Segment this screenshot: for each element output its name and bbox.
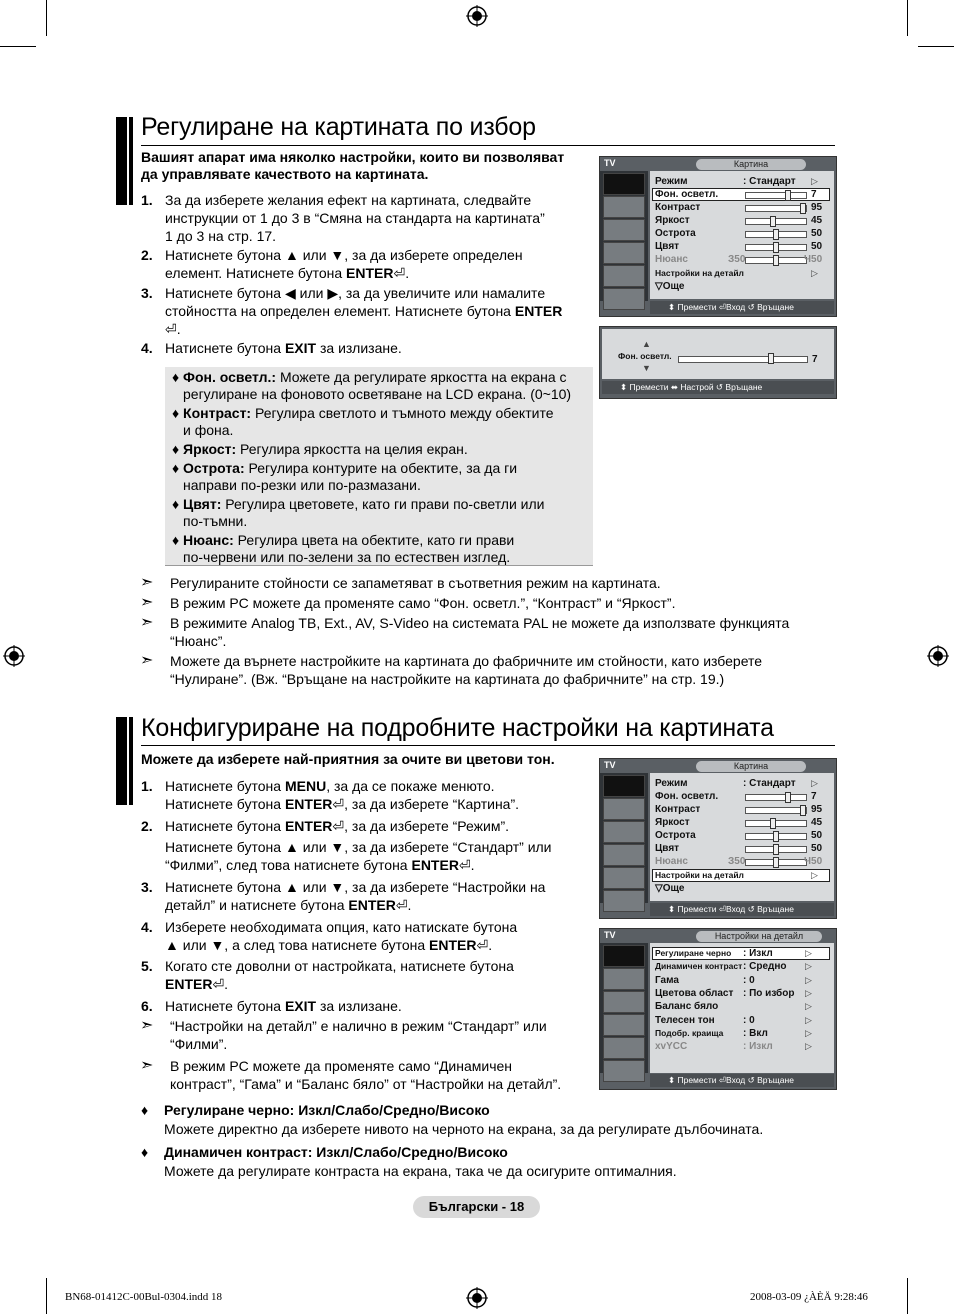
note-text: В режим PC можете да променяте само “Фон. осветл.”, “Контраст” и “Яркост”. <box>170 595 676 611</box>
section-intro: Вашият апарат има няколко настройки, които ви позволяват да управлявате качеството на картината. <box>141 149 565 182</box>
step-number: 3. <box>141 879 153 895</box>
note-arrow-icon: ➣ <box>140 1057 154 1074</box>
menu-title: Настройки на детайл <box>696 931 822 942</box>
section-marker <box>129 717 133 805</box>
note-text: “Настройки на детайл” е налично в режим “Стандарт” или “Филми”. <box>170 1018 547 1052</box>
registration-mark-icon <box>466 5 488 27</box>
step-item <box>141 339 591 357</box>
slider-value: 7 <box>811 791 817 802</box>
step-item <box>141 957 591 993</box>
menu-footer: ⬍ Премести ⏎Вход ↺ Връщане <box>650 903 834 916</box>
menu-row-label: Фон. осветл. <box>655 189 719 200</box>
step-item <box>141 918 591 954</box>
submenu-arrow-icon: ▷ <box>811 778 818 788</box>
slider-track <box>745 205 807 212</box>
slider-label: Фон. осветл. <box>618 351 672 361</box>
menu-row-label: ▽Още <box>655 883 685 894</box>
note-arrow-icon: ➣ <box>140 652 154 669</box>
crop-mark <box>907 1278 908 1314</box>
submenu-arrow-icon: ▷ <box>805 974 812 985</box>
input-icon <box>603 265 645 287</box>
menu-row-label: Режим <box>655 778 688 789</box>
registration-mark-icon <box>466 1287 488 1309</box>
section-title: Регулиране на картината по избор <box>141 113 536 141</box>
slider-track <box>745 820 807 827</box>
note-text: В режим PC можете да променяте само “Динамичен контраст”, “Гама” и “Баланс бяло” от “Настройки на детайл”. <box>170 1058 562 1092</box>
menu-row-label: Яркост <box>655 215 690 226</box>
note-text: Регулираните стойности се запаметяват в съответния режим на картината. <box>170 575 661 591</box>
note-item <box>140 574 840 592</box>
slider-left-value: З50 <box>728 856 746 867</box>
bullet-diamond-icon: ♦ <box>141 1102 149 1118</box>
slider-value: 50 <box>811 241 823 252</box>
step-text: Натиснете бутона ▲ или ▼, за да изберете определен елемент. Натиснете бутона ENTER⏎. <box>165 247 523 281</box>
step-item <box>141 817 591 835</box>
bullet-item: ♦ Регулиране черно: Изкл/Слабо/Средно/Високо Можете директно да изберете нивото на черното на екрана, за да регулирате дълбочината. <box>141 1102 764 1137</box>
step-text: Натиснете бутона EXIT за излизане. <box>165 998 402 1014</box>
slider-value: 50 <box>811 228 823 239</box>
slider-right-value: Ч50 <box>804 254 823 265</box>
registration-mark-icon <box>927 645 949 667</box>
menu-footer: ⬍ Премести ⏎Вход ↺ Връщане <box>650 301 834 314</box>
menu-row-label: Острота <box>655 830 696 841</box>
tv-label: TV <box>604 158 616 168</box>
setup-icon <box>603 1014 645 1036</box>
menu-row-label: Контраст <box>655 804 701 815</box>
slider-track <box>745 794 807 801</box>
slider-value: 7 <box>812 354 818 365</box>
bullet-item: ♦ Динамичен контраст: Изкл/Слабо/Средно/Високо Можете да регулирате контраста на екрана, така че да осигурите оптималния. <box>141 1144 677 1179</box>
menu-row-value: : Изкл <box>743 948 773 959</box>
crop-mark <box>46 1278 47 1314</box>
slider-value: 95 <box>811 804 823 815</box>
step-text: Изберете необходимата опция, като натискате бутона ▲ или ▼, а след това натиснете бутона ENTER⏎. <box>165 919 518 953</box>
menu-row-label: Подобр. краища <box>655 1027 724 1038</box>
menu-row-label: Контраст <box>655 202 701 213</box>
menu-row-value: : 0 <box>743 1014 755 1026</box>
channel-icon <box>603 821 645 843</box>
step-number: 6. <box>141 998 153 1014</box>
down-arrow-icon: ▼ <box>642 363 651 373</box>
slider-value: 50 <box>811 843 823 854</box>
step-text: Натиснете бутона ▲ или ▼, за да изберете “Настройки на детайл” и натиснете бутона ENTER⏎. <box>165 879 546 913</box>
info-item: ♦ Контраст: Регулира светлото и тъмното между обектите и фона. <box>172 405 554 438</box>
info-item: ♦ Фон. осветл.: Можете да регулирате яркостта на екрана с регулиране на фоновото осветяване на LCD екрана. (0~10) <box>172 369 572 402</box>
menu-row-label: Цветова област <box>655 987 734 999</box>
tv-label: TV <box>604 760 616 770</box>
menu-row-label: Настройки на детайл <box>655 268 744 278</box>
application-icon <box>603 288 645 310</box>
submenu-arrow-icon: ▷ <box>805 1014 812 1025</box>
date-slug: 2008-03-09 ¿ÀÈÄ 9:28:46 <box>750 1291 868 1303</box>
step-text: Натиснете бутона EXIT за излизане. <box>165 340 402 356</box>
step-text: Натиснете бутона MENU, за да се покаже менюто. Натиснете бутона ENTER⏎, за да изберете “Картина”. <box>165 778 520 812</box>
slider-knob <box>770 216 776 227</box>
slider-knob <box>773 255 779 266</box>
menu-footer: ⬍ Премести ⏎Вход ↺ Връщане <box>650 1074 834 1087</box>
menu-row-label: Фон. осветл. <box>655 791 719 802</box>
slider-knob <box>773 229 779 240</box>
section-marker <box>116 117 127 205</box>
submenu-arrow-icon: ▷ <box>805 1027 812 1038</box>
menu-title: Картина <box>696 761 806 772</box>
section-intro: Можете да изберете най-приятния за очите ви цветови тон. <box>141 751 555 767</box>
application-icon <box>603 890 645 912</box>
slider-knob <box>768 353 774 364</box>
tv-menu-picture-detail <box>599 758 837 919</box>
step-item <box>141 878 591 914</box>
menu-title: Картина <box>696 159 806 170</box>
menu-row-label: Настройки на детайл <box>655 870 744 880</box>
picture-icon <box>603 173 645 195</box>
slider-knob <box>773 844 779 855</box>
section-title: Конфигуриране на подробните настройки на картината <box>141 714 774 742</box>
step-number: 2. <box>141 247 153 263</box>
menu-row-label: Цвят <box>655 241 680 252</box>
note-text: Можете да върнете настройките на картината до фабричните им стойности, като изберете “Нулиране”. (Вж. “Връщане на настройките на картината до фабричните” на стр. 19.) <box>170 653 763 687</box>
input-icon <box>603 867 645 889</box>
application-icon <box>603 1060 645 1082</box>
menu-row-value: : Вкл <box>743 1027 768 1039</box>
menu-row-value: : Изкл <box>743 1041 773 1053</box>
slider-knob <box>773 857 779 868</box>
slider-knob <box>773 242 779 253</box>
title-rule <box>141 745 835 746</box>
slider-track <box>745 192 807 199</box>
step-item <box>141 838 591 874</box>
step-text: Натиснете бутона ▲ или ▼, за да изберете “Стандарт” или “Филми”, след това натиснете бутона ENTER⏎. <box>165 839 552 873</box>
slider-knob <box>773 831 779 842</box>
slider-knob <box>785 792 791 803</box>
setup-icon <box>603 242 645 264</box>
note-item <box>140 594 840 612</box>
step-text: Когато сте доволни от настройката, натиснете бутона ENTER⏎. <box>165 958 514 992</box>
note-item <box>140 1057 600 1093</box>
up-arrow-icon: ▲ <box>642 339 651 349</box>
menu-row-label: ▽Още <box>655 281 685 292</box>
step-item <box>141 997 591 1015</box>
slider-knob <box>770 818 776 829</box>
submenu-arrow-icon: ▷ <box>805 948 812 958</box>
slider-left-value: З50 <box>728 254 746 265</box>
step-item <box>141 191 591 245</box>
info-item: ♦ Нюанс: Регулира цвета на обектите, като ги прави по-червени или по-зелени за по естествен изглед. <box>172 532 515 565</box>
menu-row-value: : По избор <box>743 987 795 999</box>
slider-value: 7 <box>811 189 817 200</box>
submenu-arrow-icon: ▷ <box>805 1001 812 1012</box>
menu-row-label: Цвят <box>655 843 680 854</box>
submenu-arrow-icon: ▷ <box>805 1041 812 1052</box>
menu-row-label: Яркост <box>655 817 690 828</box>
sound-icon <box>603 968 645 990</box>
slider-knob <box>800 805 806 816</box>
tv-menu-picture <box>599 156 837 317</box>
step-number: 1. <box>141 192 153 208</box>
step-number: 4. <box>141 919 153 935</box>
crop-mark <box>46 0 47 36</box>
note-item <box>140 614 840 650</box>
step-text: Натиснете бутона ENTER⏎, за да изберете “Режим”. <box>165 818 510 834</box>
menu-row-value: : Стандарт <box>743 778 796 789</box>
crop-mark <box>0 46 36 47</box>
step-number: 1. <box>141 778 153 794</box>
step-item <box>141 284 591 338</box>
registration-mark-icon <box>3 645 25 667</box>
note-arrow-icon: ➣ <box>140 1017 154 1034</box>
menu-row-label: Регулиране черно <box>655 948 732 958</box>
step-item <box>141 246 591 282</box>
menu-footer: ⬍ Премести ⬌ Настрой ↺ Връщане <box>602 381 834 394</box>
menu-row-label: Баланс бяло <box>655 1001 719 1013</box>
page-number: Български - 18 <box>413 1196 540 1218</box>
setup-icon <box>603 844 645 866</box>
section-marker <box>129 117 133 205</box>
slider-value: 45 <box>811 215 823 226</box>
submenu-arrow-icon: ▷ <box>811 870 818 880</box>
channel-icon <box>603 219 645 241</box>
note-item <box>140 1017 600 1053</box>
menu-row-label: xvYCC <box>655 1041 688 1053</box>
bullet-diamond-icon: ♦ <box>141 1144 149 1160</box>
submenu-arrow-icon: ▷ <box>811 176 818 186</box>
picture-icon <box>603 945 645 967</box>
step-number: 4. <box>141 340 153 356</box>
submenu-arrow-icon: ▷ <box>811 268 818 278</box>
menu-row-label: Острота <box>655 228 696 239</box>
slider-value: 50 <box>811 830 823 841</box>
step-text: За да изберете желания ефект на картината, следвайте инструкции от 1 до 3 в “Смяна на стандарта на картината” 1 до 3 на стр. 17. <box>165 192 545 244</box>
info-item: ♦ Яркост: Регулира яркостта на целия екран. <box>172 441 468 457</box>
menu-row-label: Нюанс <box>655 254 688 265</box>
menu-row-label: Динамичен контраст <box>655 961 743 972</box>
slider-knob <box>800 203 806 214</box>
info-item: ♦ Острота: Регулира контурите на обектите, за да ги направи по-резки или по-размазани. <box>172 460 518 493</box>
step-text: Натиснете бутона ◀ или ▶, за да увеличите или намалите стойността на определен елемент. Натиснете бутона ENTER ⏎. <box>165 285 563 337</box>
step-item <box>141 777 591 813</box>
input-icon <box>603 1037 645 1059</box>
slider-track <box>745 807 807 814</box>
slider-right-value: Ч50 <box>804 856 823 867</box>
slider-knob <box>785 190 791 201</box>
info-item: ♦ Цвят: Регулира цветовете, като ги прави по-светли или по-тъмни. <box>172 496 545 529</box>
sound-icon <box>603 196 645 218</box>
slider-track <box>745 218 807 225</box>
tv-label: TV <box>604 930 616 940</box>
note-arrow-icon: ➣ <box>140 614 154 631</box>
file-slug: BN68-01412C-00Bul-0304.indd 18 <box>65 1291 223 1303</box>
step-number: 3. <box>141 285 153 301</box>
slider-value: 95 <box>811 202 823 213</box>
crop-mark <box>918 46 954 47</box>
tv-menu-backlight <box>599 326 837 399</box>
step-number: 5. <box>141 958 153 974</box>
menu-row-value: : 0 <box>743 974 755 986</box>
note-item <box>140 652 840 688</box>
note-arrow-icon: ➣ <box>140 574 154 591</box>
menu-row-label: Гама <box>655 974 679 986</box>
menu-row-label: Телесен тон <box>655 1014 715 1026</box>
note-text: В режимите Analog TB, Ext., AV, S-Video на системата PAL не можете да използвате функцията “Нюанс”. <box>170 615 790 649</box>
sound-icon <box>603 798 645 820</box>
slider-value: 45 <box>811 817 823 828</box>
note-arrow-icon: ➣ <box>140 594 154 611</box>
menu-row-label: Режим <box>655 176 688 187</box>
tv-menu-detailed-settings <box>599 928 837 1090</box>
title-rule <box>141 145 835 146</box>
menu-row-value: : Стандарт <box>743 176 796 187</box>
submenu-arrow-icon: ▷ <box>805 987 812 998</box>
menu-row-label: Нюанс <box>655 856 688 867</box>
section-marker <box>116 717 127 805</box>
channel-icon <box>603 991 645 1013</box>
crop-mark <box>907 0 908 36</box>
menu-row-value: : Средно <box>743 961 787 973</box>
step-number: 2. <box>141 818 153 834</box>
submenu-arrow-icon: ▷ <box>805 961 812 972</box>
picture-icon <box>603 775 645 797</box>
slider-track <box>678 356 808 363</box>
